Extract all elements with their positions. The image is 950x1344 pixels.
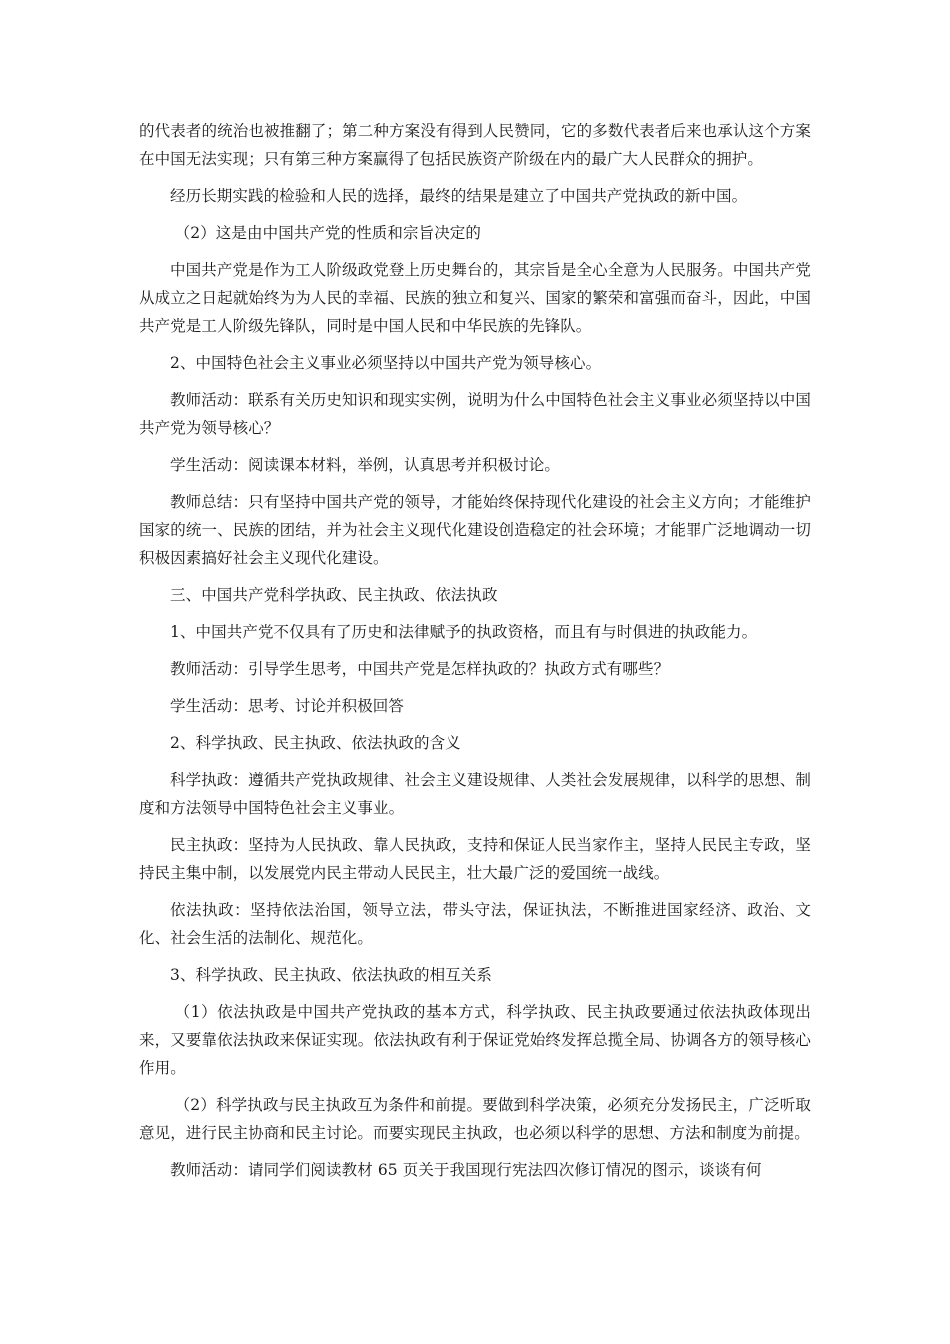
definition-legal: 依法执政：坚持依法治国，领导立法，带头守法，保证执法，不断推进国家经济、政治、文化、社会生活的法制化、规范化。 bbox=[139, 901, 811, 947]
paragraph: 经历长期实践的检验和人民的选择，最终的结果是建立了中国共产党执政的新中国。 bbox=[170, 187, 748, 205]
definition-democratic: 民主执政：坚持为人民执政、靠人民执政，支持和保证人民当家作主，坚持人民民主专政，坚持民主集中制，以发展党内民主带动人民民主，壮大最广泛的爱国统一战线。 bbox=[139, 836, 811, 882]
paragraph: 中国共产党是作为工人阶级政党登上历史舞台的，其宗旨是全心全意为人民服务。中国共产党从成立之日起就始终为为人民的幸福、民族的独立和复兴、国家的繁荣和富强而奋斗，因此，中国共产党是工人阶级先锋队，同时是中国人民和中华民族的先锋队。 bbox=[139, 261, 811, 335]
teacher-summary: 教师总结：只有坚持中国共产党的领导，才能始终保持现代化建设的社会主义方向；才能维护国家的统一、民族的团结，并为社会主义现代化建设创造稳定的社会环境；才能罪广泛地调动一切积极因素搞好社会主义现代化建设。 bbox=[139, 493, 811, 567]
subheading-2: （2）这是由中国共产党的性质和宗旨决定的 bbox=[174, 224, 482, 242]
subheading: 2、科学执政、民主执政、依法执政的含义 bbox=[170, 734, 461, 752]
subheading: 2、中国特色社会主义事业必须坚持以中国共产党为领导核心。 bbox=[170, 354, 602, 372]
student-activity: 学生活动：阅读课本材料，举例，认真思考并积极讨论。 bbox=[170, 456, 561, 474]
subheading: 1、中国共产党不仅具有了历史和法律赋予的执政资格，而且有与时俱进的执政能力。 bbox=[170, 623, 758, 641]
student-activity: 学生活动：思考、讨论并积极回答 bbox=[170, 697, 405, 715]
teacher-activity: 教师活动：联系有关历史知识和现实实例，说明为什么中国特色社会主义事业必须坚持以中国共产党为领导核心？ bbox=[139, 391, 811, 437]
section-heading: 三、中国共产党科学执政、民主执政、依法执政 bbox=[170, 586, 498, 604]
paragraph-continued: 的代表者的统治也被推翻了；第二种方案没有得到人民赞同，它的多数代表者后来也承认这个方案在中国无法实现；只有第三种方案赢得了包括民族资产阶级在内的最广大人民群众的拥护。 bbox=[139, 122, 811, 168]
teacher-activity: 教师活动：引导学生思考，中国共产党是怎样执政的？执政方式有哪些？ bbox=[170, 660, 670, 678]
relation-point-1: （1）依法执政是中国共产党执政的基本方式，科学执政、民主执政要通过依法执政体现出来，又要靠依法执政来保证实现。依法执政有利于保证党始终发挥总揽全局、协调各方的领导核心作用。 bbox=[139, 1003, 811, 1077]
definition-scientific: 科学执政：遵循共产党执政规律、社会主义建设规律、人类社会发展规律，以科学的思想、制度和方法领导中国特色社会主义事业。 bbox=[139, 771, 811, 817]
subheading: 3、科学执政、民主执政、依法执政的相互关系 bbox=[170, 966, 492, 984]
document-body bbox=[139, 117, 811, 1193]
relation-point-2: （2）科学执政与民主执政互为条件和前提。要做到科学决策，必须充分发扬民主，广泛听取意见，进行民主协商和民主讨论。而要实现民主执政，也必须以科学的思想、方法和制度为前提。 bbox=[139, 1096, 811, 1142]
teacher-activity: 教师活动：请同学们阅读教材 65 页关于我国现行宪法四次修订情况的图示，谈谈有何 bbox=[170, 1161, 762, 1179]
